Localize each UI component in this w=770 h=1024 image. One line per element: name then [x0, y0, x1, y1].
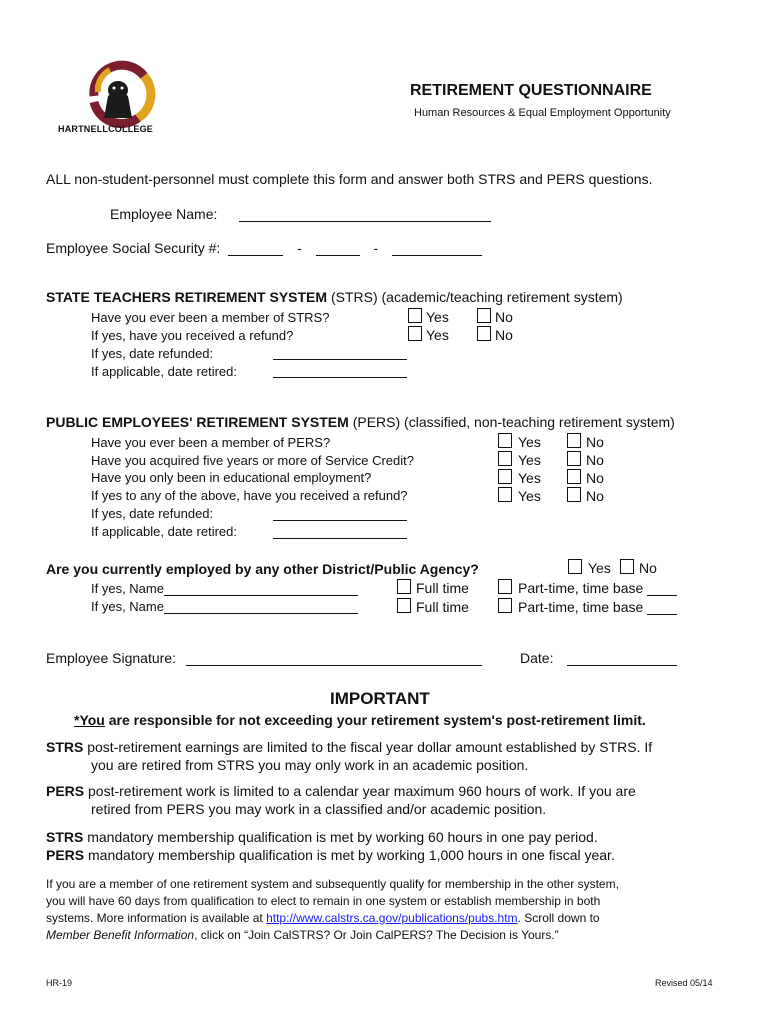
pers-q1: Have you ever been a member of PERS?	[91, 435, 331, 450]
college-logo	[58, 52, 168, 138]
important-warning	[74, 712, 646, 728]
strs-q2-yes-label: Yes	[426, 327, 449, 343]
department-subtitle: Human Resources & Equal Employment Opportunity	[414, 107, 671, 119]
signature-field[interactable]	[186, 651, 482, 666]
pers-limit-line1: post-retirement work is limited to a calendar year maximum 960 hours of work. If you are	[84, 783, 636, 799]
info-line-4a: Member Benefit Information	[46, 928, 195, 942]
other-agency-row-2	[91, 599, 358, 614]
important-title: IMPORTANT	[330, 689, 430, 708]
strs-limit-line2: you are retired from STRS you may only work in an academic position.	[91, 757, 529, 773]
part-time-base-field-2[interactable]	[647, 600, 677, 615]
pers-q4-no-label: No	[586, 488, 604, 504]
pers-q1-no-checkbox[interactable]	[567, 433, 581, 448]
info-line-1: If you are a member of one retirement system and subsequently qualify for membership in the other system,	[46, 877, 619, 891]
pers-q3-yes-label: Yes	[518, 470, 541, 486]
part-time-base-field-1[interactable]	[647, 581, 677, 596]
part-time-row-1	[518, 580, 677, 596]
strs-date-refunded-label: If yes, date refunded:	[91, 346, 214, 361]
strs-q2-yes-checkbox[interactable]	[408, 326, 422, 341]
strs-q1-yes-label: Yes	[426, 309, 449, 325]
strs-q1-no-label: No	[495, 309, 513, 325]
employee-name-label: Employee Name:	[110, 206, 218, 222]
strs-q2-no-label: No	[495, 327, 513, 343]
part-time-row-2	[518, 599, 677, 615]
ssn-dash-1: -	[297, 240, 302, 256]
pers-date-refunded-label: If yes, date refunded:	[91, 506, 214, 521]
pers-q4: If yes to any of the above, have you received a refund?	[91, 488, 408, 503]
ssn-label: Employee Social Security #:	[46, 240, 221, 256]
full-time-label-2: Full time	[416, 599, 469, 615]
pers-q2-yes-checkbox[interactable]	[498, 451, 512, 466]
date-field[interactable]	[567, 651, 677, 666]
form-title: RETIREMENT QUESTIONNAIRE	[410, 82, 652, 99]
pers-limit-line2: retired from PERS you may work in a classified and/or academic position.	[91, 801, 547, 817]
date-label: Date:	[520, 650, 554, 666]
ssn-row	[46, 240, 482, 256]
pers-q3-no-label: No	[586, 470, 604, 486]
strs-q1: Have you ever been a member of STRS?	[91, 310, 330, 325]
strs-date-retired-label: If applicable, date retired:	[91, 364, 237, 379]
strs-q2-no-checkbox[interactable]	[477, 326, 491, 341]
pers-limit-paragraph	[46, 782, 726, 818]
strs-heading	[46, 289, 623, 305]
strs-mandatory: mandatory membership qualification is met by working 60 hours in one pay period.	[83, 829, 598, 845]
other-agency-name-field-2[interactable]	[164, 599, 358, 614]
other-agency-name-label-2: If yes, Name	[91, 599, 164, 614]
strs-heading-rest: (STRS) (academic/teaching retirement system)	[330, 289, 623, 305]
employee-name-field[interactable]	[239, 207, 491, 222]
more-info-paragraph	[46, 876, 736, 944]
pers-q3-no-checkbox[interactable]	[567, 469, 581, 484]
other-agency-no-checkbox[interactable]	[620, 559, 634, 574]
ssn-field-part2[interactable]	[316, 241, 360, 256]
other-agency-name-label-1: If yes, Name	[91, 581, 164, 596]
part-time-checkbox-1[interactable]	[498, 579, 512, 594]
form-id: HR-19	[46, 978, 73, 988]
pers-q4-yes-checkbox[interactable]	[498, 487, 512, 502]
pers-q2-no-label: No	[586, 452, 604, 468]
pers-q4-yes-label: Yes	[518, 488, 541, 504]
pers-heading-rest: (PERS) (classified, non-teaching retirement system)	[352, 414, 675, 430]
other-agency-question: Are you currently employed by any other District/Public Agency?	[46, 561, 479, 577]
strs-heading-bold: STATE TEACHERS RETIREMENT SYSTEM	[46, 289, 328, 305]
warning-rest: are responsible for not exceeding your retirement system's post-retirement limit.	[104, 712, 646, 728]
date-row	[520, 650, 677, 666]
warning-you: *You	[74, 712, 105, 728]
part-time-label-2: Part-time, time base	[518, 599, 644, 615]
ssn-dash-2: -	[373, 240, 379, 256]
pers-q3-yes-checkbox[interactable]	[498, 469, 512, 484]
strs-limit-paragraph	[46, 738, 726, 774]
pers-q1-yes-checkbox[interactable]	[498, 433, 512, 448]
revised-date: Revised 05/14	[655, 978, 713, 988]
pers-heading	[46, 414, 675, 430]
other-agency-name-field-1[interactable]	[164, 581, 358, 596]
calstrs-publications-link[interactable]: http://www.calstrs.ca.gov/publications/pubs.htm	[266, 911, 518, 925]
other-agency-no-label: No	[639, 560, 657, 576]
pers-label-2: PERS	[46, 847, 85, 863]
pers-date-retired-label: If applicable, date retired:	[91, 524, 237, 539]
part-time-label-1: Part-time, time base	[518, 580, 644, 596]
ssn-field-part1[interactable]	[228, 241, 283, 256]
info-line-4b: , click on “Join CalSTRS? Or Join CalPERS? The Decision is Yours.”	[194, 928, 559, 942]
strs-q2: If yes, have you received a refund?	[91, 328, 294, 343]
pers-mandatory: mandatory membership qualification is met by working 1,000 hours in one fiscal year.	[84, 847, 615, 863]
full-time-label-1: Full time	[416, 580, 469, 596]
strs-date-retired-field[interactable]	[273, 363, 407, 378]
ssn-field-part3[interactable]	[392, 241, 482, 256]
full-time-checkbox-1[interactable]	[397, 579, 411, 594]
college-name: HARTNELLCOLLEGE	[58, 124, 153, 134]
pers-date-retired-field[interactable]	[273, 524, 407, 539]
part-time-checkbox-2[interactable]	[498, 598, 512, 613]
other-agency-yes-label: Yes	[588, 560, 611, 576]
signature-row	[46, 650, 482, 666]
mandatory-paragraph	[46, 828, 726, 864]
other-agency-yes-checkbox[interactable]	[568, 559, 582, 574]
full-time-checkbox-2[interactable]	[397, 598, 411, 613]
strs-date-refunded-field[interactable]	[273, 345, 407, 360]
info-line-2: you will have 60 days from qualification to elect to remain in one system or establish membership in both	[46, 894, 601, 908]
signature-label: Employee Signature:	[46, 650, 176, 666]
pers-q2-no-checkbox[interactable]	[567, 451, 581, 466]
other-agency-row-1	[91, 581, 358, 596]
strs-q1-yes-checkbox[interactable]	[408, 308, 422, 323]
pers-q1-yes-label: Yes	[518, 434, 541, 450]
info-line-3b: . Scroll down to	[517, 911, 600, 925]
strs-label-1: STRS	[46, 739, 84, 755]
pers-q3: Have you only been in educational employment?	[91, 470, 372, 485]
pers-heading-bold: PUBLIC EMPLOYEES' RETIREMENT SYSTEM	[46, 414, 349, 430]
strs-limit-line1: post-retirement earnings are limited to the fiscal year dollar amount established by STRS. If	[83, 739, 653, 755]
pers-q2-yes-label: Yes	[518, 452, 541, 468]
pers-q1-no-label: No	[586, 434, 604, 450]
strs-q1-no-checkbox[interactable]	[477, 308, 491, 323]
pers-q4-no-checkbox[interactable]	[567, 487, 581, 502]
employee-name-row	[110, 206, 491, 222]
intro-instructions: ALL non-student-personnel must complete this form and answer both STRS and PERS questions.	[46, 171, 653, 187]
pers-q2: Have you acquired five years or more of Service Credit?	[91, 453, 414, 468]
strs-label-2: STRS	[46, 829, 84, 845]
pers-label-1: PERS	[46, 783, 85, 799]
info-line-3a: systems. More information is available at	[46, 911, 267, 925]
pers-date-refunded-field[interactable]	[273, 506, 407, 521]
